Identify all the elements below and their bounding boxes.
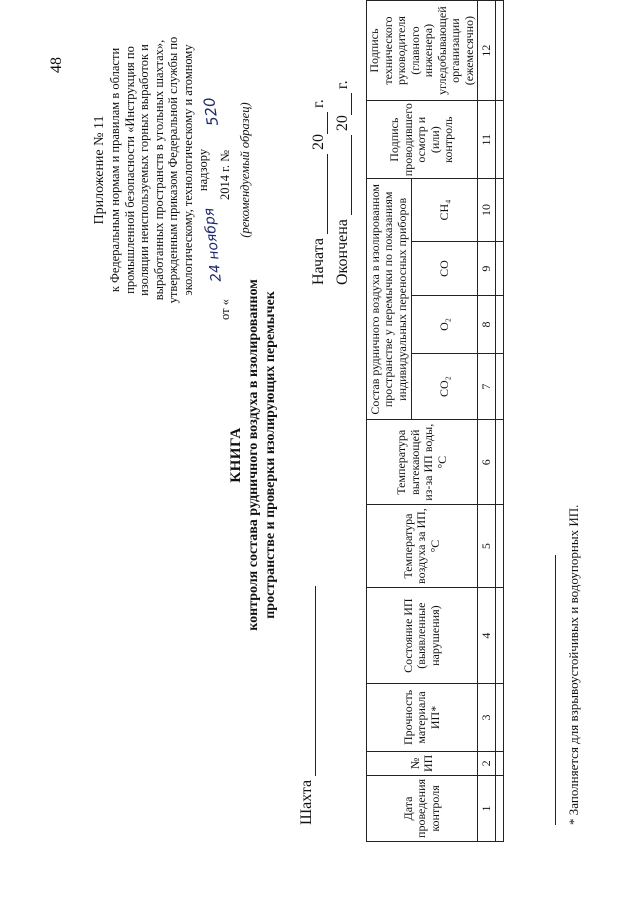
table-cell bbox=[496, 241, 504, 295]
table-cell bbox=[496, 588, 504, 684]
page-number: 48 bbox=[48, 57, 65, 73]
column-number: 5 bbox=[478, 505, 496, 588]
table-header-row bbox=[367, 1, 412, 842]
header-ch4: CH₄ bbox=[412, 179, 478, 242]
header-o2: O₂ bbox=[412, 296, 478, 353]
start-label: Начата bbox=[310, 237, 327, 285]
header-condition: Состояние ИП (выявленные нарушения) bbox=[367, 588, 478, 684]
end-blank bbox=[337, 135, 352, 215]
appendix-line: изоляции неиспользуемых горных выработок и bbox=[137, 44, 152, 296]
control-table bbox=[366, 0, 504, 842]
book-subtitle-line: контроля состава рудничного воздуха в изолированном bbox=[246, 279, 261, 631]
header-water-temp: Температура вытекающей из-за ИП воды, °С bbox=[367, 420, 478, 505]
mine-blank bbox=[301, 586, 316, 776]
table-cell bbox=[496, 296, 504, 353]
book-title-block bbox=[228, 235, 279, 675]
footnote: * Заполняется для взрывоустойчивых и водоупорных ИП. bbox=[566, 504, 581, 825]
column-number-row bbox=[478, 1, 496, 842]
table-cell bbox=[496, 775, 504, 841]
column-number: 8 bbox=[478, 296, 496, 353]
column-number: 11 bbox=[478, 101, 496, 179]
end-year-blank bbox=[337, 93, 352, 115]
end-year-prefix: 20 bbox=[334, 115, 351, 132]
appendix-title: Приложение № 11 bbox=[92, 115, 107, 225]
column-number: 7 bbox=[478, 353, 496, 420]
handwritten-order-date: 24 ноября bbox=[201, 207, 226, 283]
column-number: 1 bbox=[478, 775, 496, 841]
column-number: 12 bbox=[478, 1, 496, 101]
recommended-note: (рекомендуемый образец) bbox=[238, 102, 253, 238]
order-year: 2014 г. № bbox=[218, 149, 233, 200]
header-signature-inspector: Подпись проводившего осмотр и (или) контроль bbox=[367, 101, 478, 179]
start-year-blank bbox=[313, 112, 328, 134]
end-label: Окончена bbox=[334, 219, 351, 285]
period-start bbox=[310, 99, 328, 285]
mine-field bbox=[298, 586, 316, 825]
handwritten-order-number: 520 bbox=[200, 96, 223, 128]
header-composition-group: Состав рудничного воздуха в изолированном пространстве у перемычки по показаниям индивидуальных переносных приборов bbox=[367, 179, 412, 420]
column-number: 6 bbox=[478, 420, 496, 505]
header-date: Дата проведения контроля bbox=[367, 775, 478, 841]
appendix-line: выработанных пространств в угольных шахтах», bbox=[151, 39, 166, 301]
appendix-line: экологическому, технологическому и атомному bbox=[180, 44, 195, 296]
column-number: 3 bbox=[478, 684, 496, 752]
appendix-line: к Федеральным нормам и правилам в области bbox=[108, 47, 122, 293]
footnote-divider bbox=[555, 555, 556, 825]
table-cell bbox=[496, 1, 504, 101]
appendix-line: утвержденным приказом Федеральной службы по bbox=[166, 36, 181, 304]
period-end bbox=[334, 80, 352, 285]
table-cell bbox=[496, 505, 504, 588]
order-prefix: от « bbox=[218, 299, 233, 320]
table-cell bbox=[496, 179, 504, 242]
book-subtitle-line: пространстве и проверки изолирующих перемычек bbox=[263, 291, 278, 619]
table-row bbox=[496, 1, 504, 842]
table-cell bbox=[496, 353, 504, 420]
start-year-suffix: г. bbox=[310, 99, 327, 108]
header-co: CO bbox=[412, 241, 478, 295]
appendix-line: промышленной безопасности «Инструкция по bbox=[122, 46, 137, 294]
end-year-suffix: г. bbox=[334, 80, 351, 90]
start-year-prefix: 20 bbox=[310, 133, 327, 150]
table-cell bbox=[496, 101, 504, 179]
header-signature-head: Подпись технического руководителя (главного инженера) угледобывающей организации (ежемесячно) bbox=[367, 1, 478, 101]
header-strength: Прочность материала ИП* bbox=[367, 684, 478, 752]
column-number: 4 bbox=[478, 588, 496, 684]
column-number: 2 bbox=[478, 751, 496, 775]
header-ip-number: № ИП bbox=[367, 751, 478, 775]
start-blank bbox=[313, 154, 328, 234]
book-title: КНИГА bbox=[228, 427, 244, 483]
header-air-temp: Температура воздуха за ИП, °С bbox=[367, 505, 478, 588]
table-cell bbox=[496, 420, 504, 505]
header-co2: CO₂ bbox=[412, 353, 478, 420]
table-cell bbox=[496, 751, 504, 775]
appendix-line: надзору bbox=[195, 148, 210, 192]
column-number: 9 bbox=[478, 241, 496, 295]
mine-label: Шахта bbox=[298, 779, 315, 825]
column-number: 10 bbox=[478, 179, 496, 242]
table-cell bbox=[496, 684, 504, 752]
